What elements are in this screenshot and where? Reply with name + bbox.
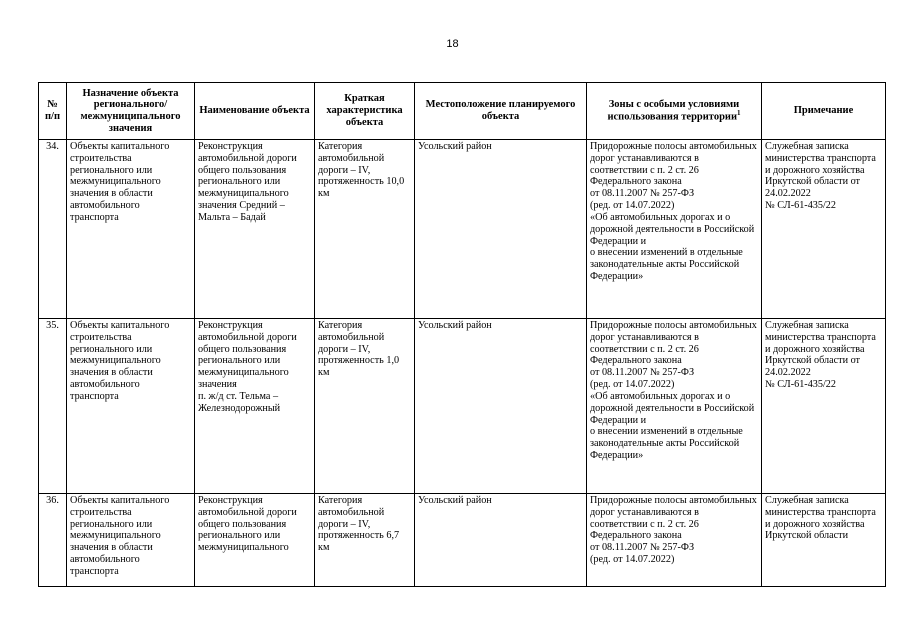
page-number: 18 [446,38,459,50]
cell-purpose: Объекты капитального строительства регионального или межмуниципального значения в области автомобильного транспорта [67,140,195,319]
cell-characteristic: Категория автомобильной дороги – IV, протяженность 1,0 км [315,319,415,494]
header-num: № п/п [39,83,67,140]
cell-note: Служебная записка министерства транспорта и дорожного хозяйства Иркутской области [762,494,886,587]
cell-purpose: Объекты капитального строительства регионального или межмуниципального значения в области автомобильного транспорта [67,494,195,587]
cell-num: 35. [39,319,67,494]
header-characteristic: Краткая характеристика объекта [315,83,415,140]
header-name: Наименование объекта [195,83,315,140]
header-location: Местоположение планируемого объекта [415,83,587,140]
cell-zones: Придорожные полосы автомобильных дорог устанавливаются в соответствии с п. 2 ст. 26 Федерального закона от 08.11.2007 № 257-ФЗ (ред. от 14.07.2022) [587,494,762,587]
header-note: Примечание [762,83,886,140]
cell-purpose: Объекты капитального строительства регионального или межмуниципального значения в области автомобильного транспорта [67,319,195,494]
cell-note: Служебная записка министерства транспорта и дорожного хозяйства Иркутской области от 24.02.2022 № СЛ-61-435/22 [762,140,886,319]
cell-zones: Придорожные полосы автомобильных дорог устанавливаются в соответствии с п. 2 ст. 26 Федерального закона от 08.11.2007 № 257-ФЗ (ред. от 14.07.2022) «Об автомобильных дорогах и о дорожной деятельности в Российской Федерации и о внесении изменений в отдельные законодательные акты Российской Федерации» [587,319,762,494]
header-zones [587,83,762,140]
cell-name: Реконструкция автомобильной дороги общего пользования регионального или межмуниципального [195,494,315,587]
footnote-marker: 1 [737,109,741,118]
table-row [39,140,886,319]
cell-location: Усольский район [415,494,587,587]
cell-zones: Придорожные полосы автомобильных дорог устанавливаются в соответствии с п. 2 ст. 26 Федерального закона от 08.11.2007 № 257-ФЗ (ред. от 14.07.2022) «Об автомобильных дорогах и о дорожной деятельности в Российской Федерации и о внесении изменений в отдельные законодательные акты Российской Федерации» [587,140,762,319]
cell-location: Усольский район [415,140,587,319]
cell-characteristic: Категория автомобильной дороги – IV, протяженность 6,7 км [315,494,415,587]
cell-num: 36. [39,494,67,587]
table-row [39,319,886,494]
table-row [39,494,886,587]
cell-note: Служебная записка министерства транспорта и дорожного хозяйства Иркутской области от 24.02.2022 № СЛ-61-435/22 [762,319,886,494]
cell-num: 34. [39,140,67,319]
objects-table [38,82,886,587]
cell-characteristic: Категория автомобильной дороги – IV, протяженность 10,0 км [315,140,415,319]
header-zones-text: Зоны с особыми условиями использования территории [607,98,740,123]
cell-name: Реконструкция автомобильной дороги общего пользования регионального или межмуниципального значения Средний – Мальта – Бадай [195,140,315,319]
header-purpose: Назначение объекта регионального/ межмуниципального значения [67,83,195,140]
table-header-row [39,83,886,140]
cell-location: Усольский район [415,319,587,494]
cell-name: Реконструкция автомобильной дороги общего пользования регионального или межмуниципального значения п. ж/д ст. Тельма – Железнодорожный [195,319,315,494]
